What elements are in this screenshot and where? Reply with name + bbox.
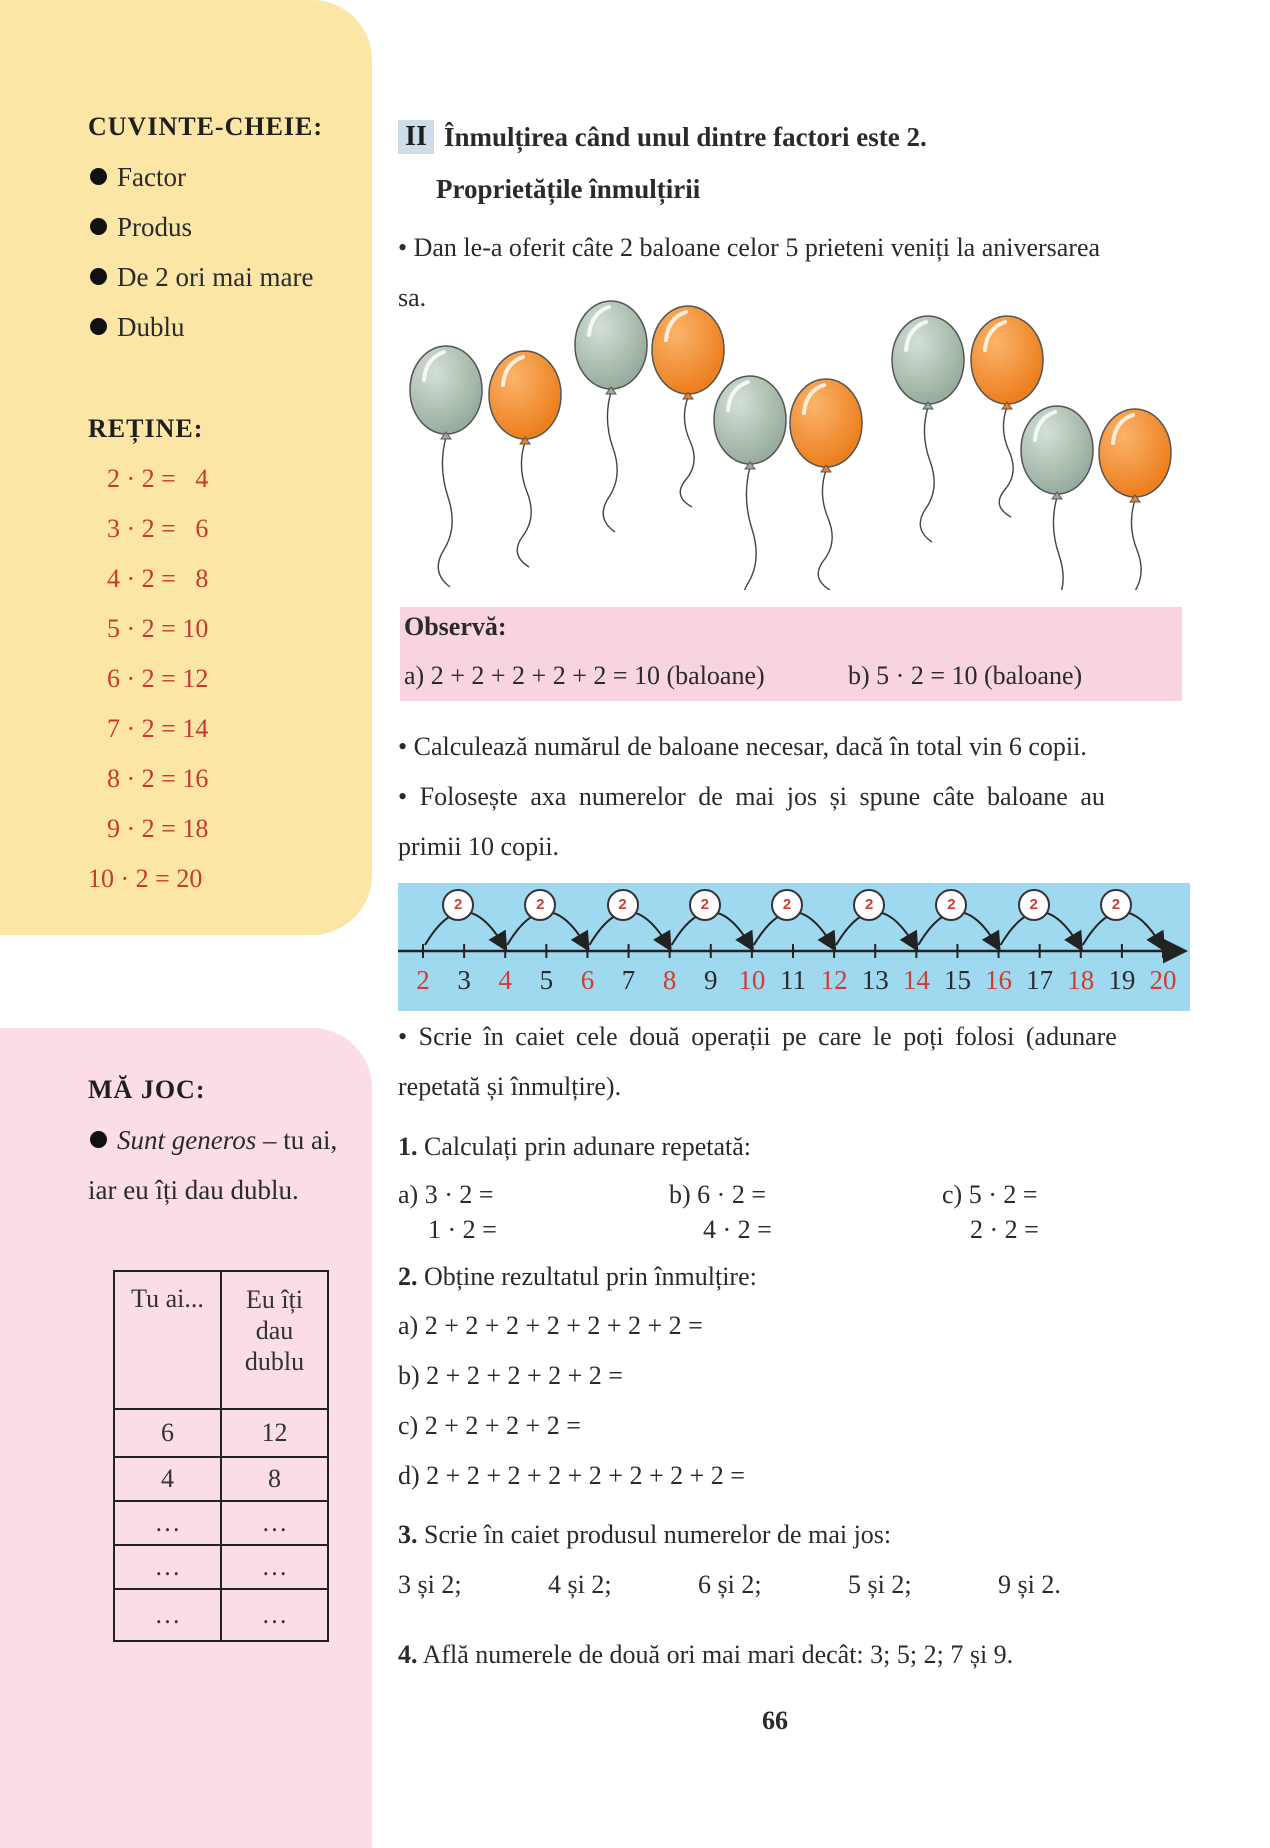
game-text-line2: iar eu îți dau dublu. bbox=[88, 1175, 299, 1205]
gray-balloon bbox=[410, 346, 482, 587]
intro-line: • Dan le-a oferit câte 2 baloane celor 5 prieteni veniți la aniversarea bbox=[398, 233, 1101, 262]
axis-number: 10 bbox=[738, 965, 766, 995]
table-cell: … bbox=[114, 1589, 221, 1641]
axis-number: 9 bbox=[704, 965, 718, 995]
keyword-item: Factor bbox=[90, 162, 186, 193]
bullet-icon bbox=[90, 318, 107, 335]
axis-number: 2 bbox=[416, 965, 430, 995]
table-cell: 4 bbox=[114, 1457, 221, 1501]
axis-number: 6 bbox=[580, 965, 595, 995]
jump-badge: 2 bbox=[607, 889, 639, 921]
jump-badge: 2 bbox=[1100, 889, 1132, 921]
observe-title: Observă: bbox=[404, 612, 507, 641]
retine-line: 6 · 2 = 12 bbox=[107, 664, 209, 693]
retine-line: 8 · 2 = 16 bbox=[107, 764, 209, 793]
retine-line: 9 · 2 = 18 bbox=[107, 814, 209, 843]
exercise-1a-second: 1 · 2 = bbox=[428, 1215, 497, 1244]
balloons-illustration bbox=[398, 295, 1188, 590]
keyword-item: Produs bbox=[90, 212, 192, 243]
table-row bbox=[114, 1457, 328, 1501]
bullet-dot: • bbox=[398, 782, 420, 811]
exercise-1c-second: 2 · 2 = bbox=[970, 1215, 1039, 1244]
exercise-1c: c) 5 · 2 = bbox=[942, 1180, 1038, 1209]
axis-number: 18 bbox=[1067, 965, 1095, 995]
axis-number: 19 bbox=[1108, 965, 1136, 995]
observe-b: b) 5 · 2 = 10 (baloane) bbox=[848, 661, 1083, 690]
axis-number: 11 bbox=[780, 965, 806, 995]
bullet-icon bbox=[90, 168, 107, 185]
bullet-calc: • Calculează numărul de baloane necesar, dacă în total vin 6 copii. bbox=[398, 732, 1087, 761]
gray-balloon bbox=[1021, 406, 1093, 590]
axis-number: 17 bbox=[1026, 965, 1054, 995]
axis-number: 13 bbox=[861, 965, 889, 995]
orange-balloon bbox=[790, 379, 862, 590]
observe-a: a) 2 + 2 + 2 + 2 + 2 = 10 (baloane) bbox=[404, 661, 765, 690]
jump-badge: 2 bbox=[935, 889, 967, 921]
exercise-3-item: 6 și 2; bbox=[698, 1570, 762, 1599]
bullet-dot: • bbox=[398, 1022, 419, 1051]
keywords-title: CUVINTE-CHEIE: bbox=[88, 112, 324, 141]
game-text: Sunt generos – tu ai, bbox=[90, 1125, 337, 1156]
orange-balloon bbox=[489, 351, 561, 567]
jump-badge: 2 bbox=[771, 889, 803, 921]
retine-line: 2 · 2 = 4 bbox=[107, 464, 209, 493]
gray-balloon bbox=[714, 376, 786, 590]
page-number: 66 bbox=[762, 1706, 788, 1735]
table-cell: … bbox=[221, 1545, 328, 1589]
table-header-cell: Tu ai... bbox=[114, 1271, 221, 1409]
exercise-3-title: 3. Scrie în caiet produsul numerelor de mai jos: bbox=[398, 1520, 892, 1549]
section-title: Înmulțirea când unul dintre factori este 2. bbox=[444, 122, 927, 152]
axis-number: 3 bbox=[457, 965, 471, 995]
axis-number: 15 bbox=[943, 965, 971, 995]
exercise-2c: c) 2 + 2 + 2 + 2 = bbox=[398, 1411, 581, 1440]
table-row bbox=[114, 1589, 328, 1641]
exercise-2-title: 2. Obține rezultatul prin înmulțire: bbox=[398, 1262, 757, 1291]
exercise-2d: d) 2 + 2 + 2 + 2 + 2 + 2 + 2 + 2 = bbox=[398, 1461, 745, 1490]
jump-badge: 2 bbox=[524, 889, 556, 921]
axis-number: 20 bbox=[1149, 965, 1177, 995]
exercise-3-item: 5 și 2; bbox=[848, 1570, 912, 1599]
jump-badge: 2 bbox=[1018, 889, 1050, 921]
intro-line2: sa. bbox=[398, 283, 427, 312]
game-title: MĂ JOC: bbox=[88, 1075, 206, 1104]
exercise-1-title: 1. Calculați prin adunare repetată: bbox=[398, 1132, 752, 1161]
axis-number: 5 bbox=[539, 965, 554, 995]
table-row bbox=[114, 1409, 328, 1457]
retine-line: 3 · 2 = 6 bbox=[107, 514, 209, 543]
retine-line: 5 · 2 = 10 bbox=[107, 614, 209, 643]
keyword-item: Dublu bbox=[90, 312, 185, 343]
number-line bbox=[398, 883, 1190, 1011]
exercise-2b: b) 2 + 2 + 2 + 2 + 2 = bbox=[398, 1361, 623, 1390]
axis-number: 7 bbox=[621, 965, 636, 995]
table-row bbox=[114, 1501, 328, 1545]
table-cell: … bbox=[221, 1589, 328, 1641]
bullet-icon bbox=[90, 218, 107, 235]
retine-title: REȚINE: bbox=[88, 414, 204, 443]
exercise-1b-second: 4 · 2 = bbox=[703, 1215, 772, 1244]
keyword-item: De 2 ori mai mare bbox=[90, 262, 313, 293]
table-row bbox=[114, 1545, 328, 1589]
gray-balloon bbox=[575, 301, 647, 532]
jump-badge: 2 bbox=[853, 889, 885, 921]
exercise-3-item: 4 și 2; bbox=[548, 1570, 612, 1599]
bullet-dot: • bbox=[398, 732, 414, 761]
retine-line: 7 · 2 = 14 bbox=[107, 714, 209, 743]
bullet-axis: • Folosește axa numerelor de mai jos și spune câte baloane au bbox=[398, 782, 1105, 811]
exercise-1b: b) 6 · 2 = bbox=[669, 1180, 766, 1209]
exercise-4: 4. Află numerele de două ori mai mari decât: 3; 5; 2; 7 și 9. bbox=[398, 1640, 1014, 1669]
bullet-axis-line2: primii 10 copii. bbox=[398, 832, 560, 861]
axis-number: 12 bbox=[820, 965, 848, 995]
orange-balloon bbox=[652, 306, 724, 507]
gray-balloon bbox=[892, 316, 964, 542]
axis-number: 14 bbox=[902, 965, 930, 995]
bullet-dot: • bbox=[398, 233, 414, 262]
jump-badge: 2 bbox=[442, 889, 474, 921]
table-cell: … bbox=[114, 1501, 221, 1545]
table-header-cell: Eu îți dau dublu bbox=[221, 1271, 328, 1409]
double-table bbox=[113, 1270, 329, 1642]
retine-line: 4 · 2 = 8 bbox=[107, 564, 209, 593]
table-cell: 8 bbox=[221, 1457, 328, 1501]
exercise-1a: a) 3 · 2 = bbox=[398, 1180, 494, 1209]
table-cell: … bbox=[114, 1545, 221, 1589]
section-subtitle: Proprietățile înmulțirii bbox=[436, 174, 701, 204]
retine-line: 10 · 2 = 20 bbox=[88, 864, 203, 893]
exercise-3-item: 9 și 2. bbox=[998, 1570, 1061, 1599]
bullet-icon bbox=[90, 268, 107, 285]
axis-number: 4 bbox=[498, 965, 512, 995]
axis-number: 8 bbox=[662, 965, 677, 995]
bullet-icon bbox=[90, 1131, 107, 1148]
exercise-2a: a) 2 + 2 + 2 + 2 + 2 + 2 + 2 = bbox=[398, 1311, 703, 1340]
table-cell: 12 bbox=[221, 1409, 328, 1457]
section-number: II bbox=[398, 120, 434, 154]
exercise-3-item: 3 și 2; bbox=[398, 1570, 462, 1599]
orange-balloon bbox=[971, 316, 1043, 517]
table-cell: … bbox=[221, 1501, 328, 1545]
table-cell: 6 bbox=[114, 1409, 221, 1457]
jump-badge: 2 bbox=[689, 889, 721, 921]
bullet-write: • Scrie în caiet cele două operații pe care le poți folosi (adunare bbox=[398, 1022, 1117, 1051]
orange-balloon bbox=[1099, 409, 1171, 590]
axis-number: 16 bbox=[985, 965, 1013, 995]
bullet-write-line2: repetată și înmulțire). bbox=[398, 1072, 622, 1101]
